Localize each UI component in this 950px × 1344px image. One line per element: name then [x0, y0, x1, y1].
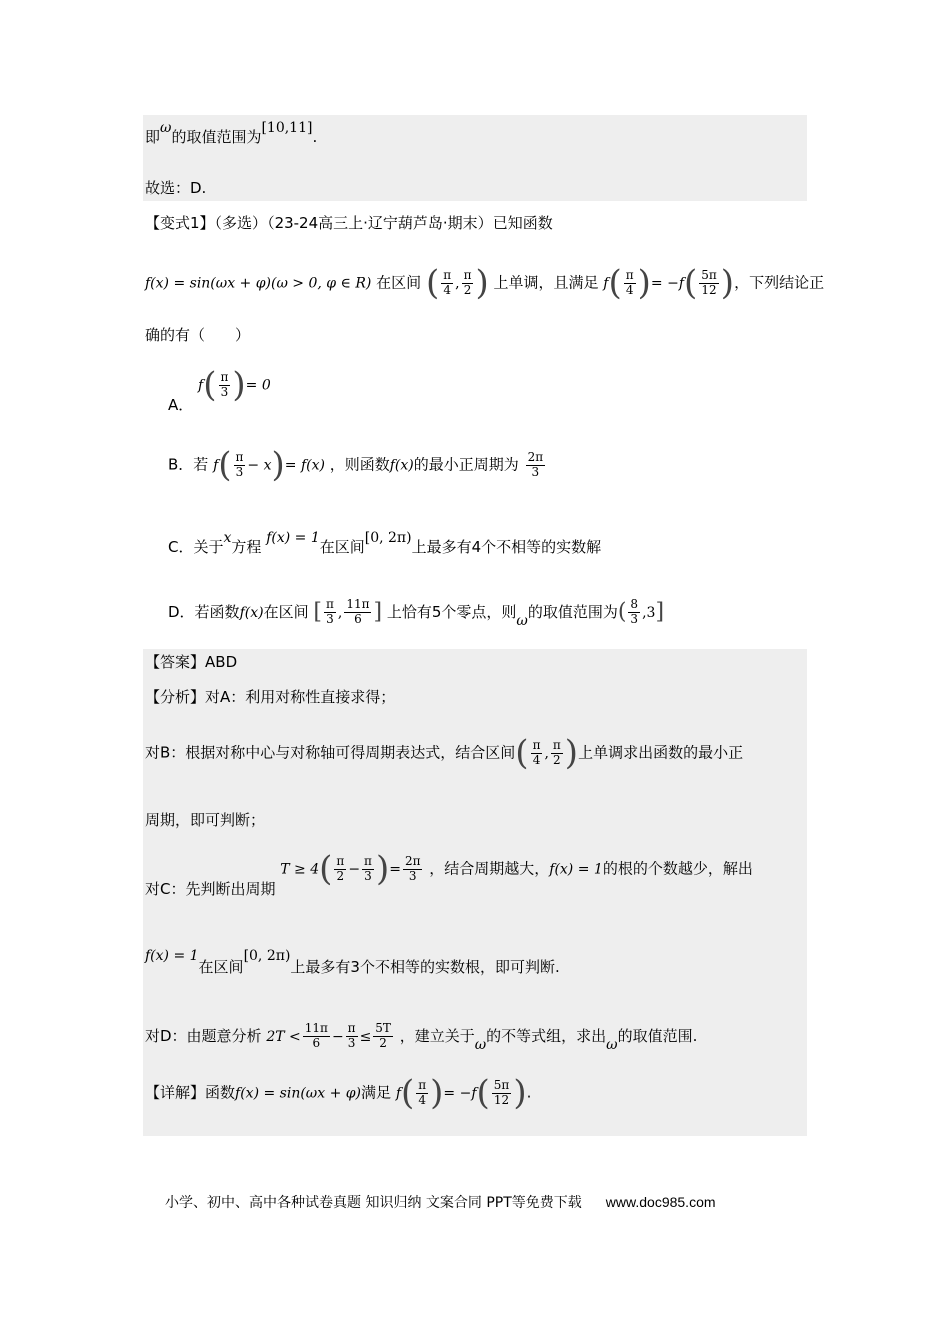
analysis-a-line: 【分析】对A：利用对称性直接求得；: [145, 688, 396, 706]
option-d: D．若函数f(x)在区间 [ $\frac{\pi}{3}$ , $\frac{11\pi}{6}$ ] 上恰有5个零点，则ω的取值范围为( $\frac{8}{3}$ ,3]: [168, 597, 665, 629]
option-a: A． f( $\frac{\pi}{3}$ )= 0: [168, 365, 271, 414]
analysis-c-line-2: f(x) = 1在区间[0, 2π)上最多有3个不相等的实数根，即可判断.: [145, 948, 560, 976]
answer-line: 【答案】ABD: [145, 653, 238, 671]
omega-interval: [10,11]: [261, 120, 313, 136]
choice-line: 故选：D.: [145, 179, 207, 197]
answer-value: ABD: [205, 653, 238, 671]
analysis-d-line: 对D：由题意分析 2T < $\frac{11\pi}{6}$ − $\frac{\pi}{3}$ ≤ $\frac{5T}{2}$ ，建立关于ω的不等式组，求出ω的取值范围.: [145, 1021, 698, 1053]
function-expression: f(x) = sin(ωx + φ)(ω > 0, φ ∈ R): [145, 275, 372, 292]
variant-question-end: 确的有（ ）: [145, 326, 251, 344]
variant-heading: 【变式1】（多选）（23-24高三上·辽宁葫芦岛·期末）已知函数: [145, 214, 553, 232]
option-b: B．若 f( $\frac{\pi}{3}$ − x)= f(x) ，则函数f(x)的最小正周期为 $\frac{2\pi}{3}$: [168, 445, 544, 485]
analysis-b-line-2: 周期，即可判断；: [145, 811, 266, 829]
footer-url[interactable]: www.doc985.com: [605, 1194, 716, 1210]
omega-range-line: 即ω的取值范围为[10,11].: [145, 120, 318, 146]
footer-text: 小学、初中、高中各种试卷真题 知识归纳 文案合同 PPT等免费下载: [165, 1195, 582, 1211]
page-footer: [165, 1192, 716, 1212]
variant-condition-line: f(x) = sin(ωx + φ)(ω > 0, φ ∈ R) 在区间 ( $\frac{\pi}{4}$ , $\frac{\pi}{2}$ ) 上单调，且满足 f( $\frac{\pi}{4}$ )= −f( $\frac{5\pi}{12}$ )，下列结论正: [145, 263, 825, 303]
analysis-b-line: 对B：根据对称中心与对称轴可得周期表达式，结合区间( $\frac{\pi}{4}$ , $\frac{\pi}{2}$ )上单调求出函数的最小正: [145, 733, 744, 773]
detail-line: 【详解】函数f(x) = sin(ωx + φ)满足 f( $\frac{\pi}{4}$ )= −f( $\frac{5\pi}{12}$ ).: [145, 1073, 532, 1113]
option-c: C．关于x方程 f(x) = 1在区间[0, 2π)上最多有4个不相等的实数解: [168, 530, 602, 556]
analysis-c-line: 对C：先判断出周期 T ≥ 4( $\frac{\pi}{2}$ − $\frac{\pi}{3}$ )= $\frac{2\pi}{3}$ ，结合周期越大，f(x) = 1的根的个数越少，解出: [145, 849, 753, 898]
